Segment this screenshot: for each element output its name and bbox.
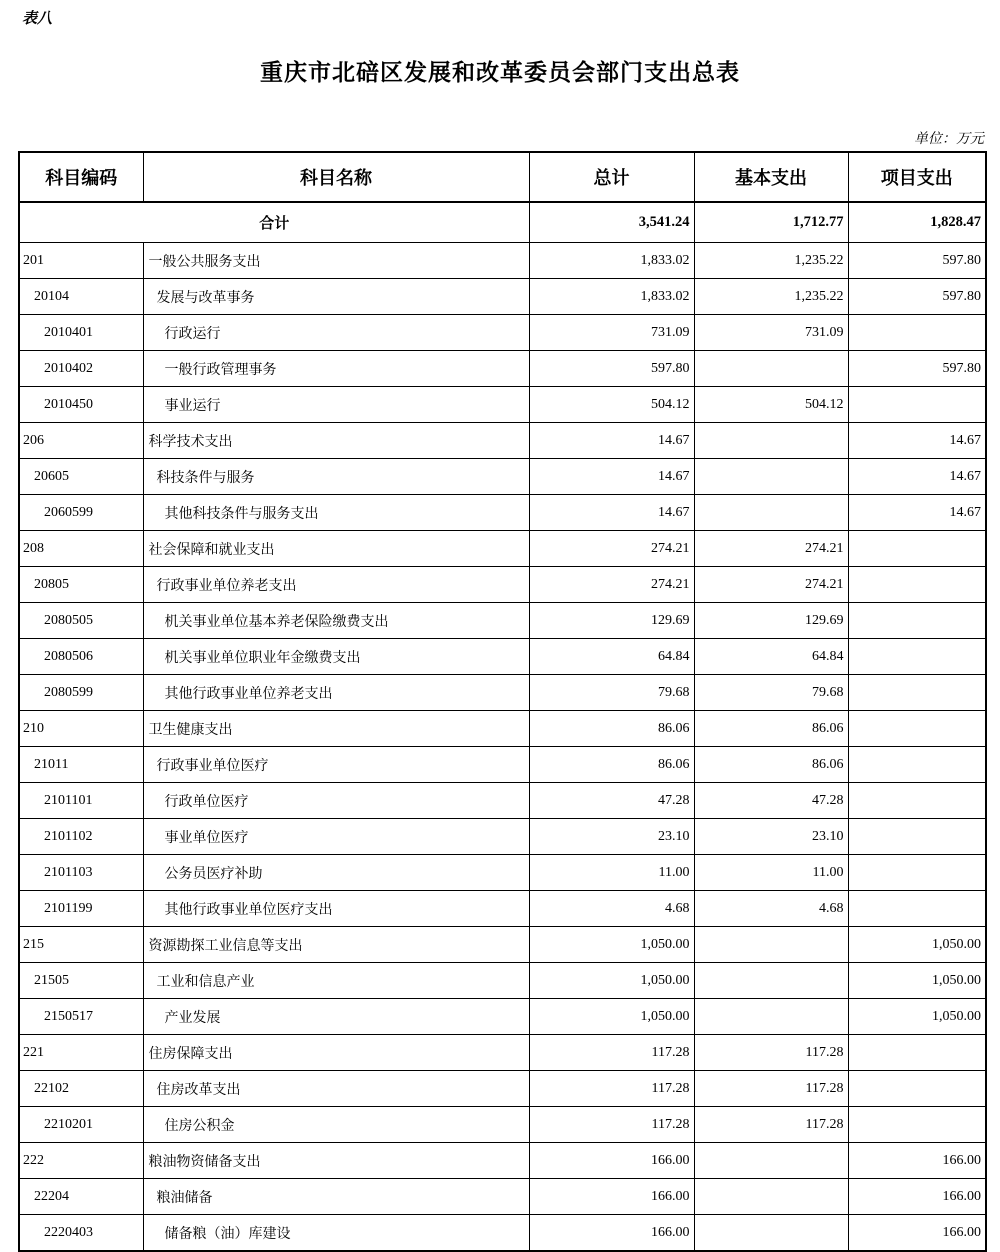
project-expenditure-cell [848,891,986,927]
basic-expenditure-cell: 86.06 [694,711,848,747]
page-title: 重庆市北碚区发展和改革委员会部门支出总表 [260,60,740,85]
total-cell: 129.69 [529,603,694,639]
project-expenditure-cell: 1,050.00 [848,927,986,963]
subject-code-cell: 201 [19,243,143,279]
subject-name-cell: 其他行政事业单位医疗支出 [143,891,529,927]
total-cell: 14.67 [529,423,694,459]
subject-code-cell: 20605 [19,459,143,495]
project-expenditure-cell: 14.67 [848,459,986,495]
subject-code-cell: 2220403 [19,1215,143,1252]
subject-code-cell: 210 [19,711,143,747]
project-expenditure-cell [848,1107,986,1143]
basic-expenditure-cell: 1,235.22 [694,279,848,315]
total-cell: 166.00 [529,1179,694,1215]
subject-code-cell: 2010450 [19,387,143,423]
total-cell: 86.06 [529,711,694,747]
subject-code-cell: 2080505 [19,603,143,639]
subject-name-cell: 科技条件与服务 [143,459,529,495]
table-row [19,1107,986,1143]
basic-expenditure-cell: 1,235.22 [694,243,848,279]
table-row [19,639,986,675]
col-header-project: 项目支出 [848,152,986,202]
total-cell: 14.67 [529,459,694,495]
header-row [19,152,986,202]
basic-expenditure-cell [694,927,848,963]
total-cell: 64.84 [529,639,694,675]
table-number-label: 表八 [22,11,53,27]
table-row [19,531,986,567]
project-expenditure-cell [848,567,986,603]
total-cell: 23.10 [529,819,694,855]
total-cell: 597.80 [529,351,694,387]
basic-expenditure-cell [694,1143,848,1179]
table-row [19,495,986,531]
table-row [19,963,986,999]
table-row [19,675,986,711]
expenditure-table [18,151,987,1252]
total-row [19,202,986,243]
basic-expenditure-cell: 274.21 [694,567,848,603]
total-cell: 47.28 [529,783,694,819]
project-expenditure-cell [848,1071,986,1107]
table-row [19,243,986,279]
project-expenditure-cell [848,747,986,783]
subject-code-cell: 222 [19,1143,143,1179]
project-expenditure-cell: 14.67 [848,495,986,531]
subject-name-cell: 其他科技条件与服务支出 [143,495,529,531]
project-expenditure-cell [848,783,986,819]
project-expenditure-cell [848,387,986,423]
basic-expenditure-cell [694,351,848,387]
project-expenditure-cell [848,819,986,855]
subject-name-cell: 住房保障支出 [143,1035,529,1071]
subject-code-cell: 208 [19,531,143,567]
total-cell: 504.12 [529,387,694,423]
basic-expenditure-cell: 117.28 [694,1071,848,1107]
table-row [19,315,986,351]
subject-name-cell: 储备粮（油）库建设 [143,1215,529,1252]
project-expenditure-cell: 597.80 [848,243,986,279]
basic-expenditure-cell [694,423,848,459]
project-expenditure-cell: 166.00 [848,1179,986,1215]
col-header-basic: 基本支出 [694,152,848,202]
basic-expenditure-cell [694,495,848,531]
basic-expenditure-cell: 64.84 [694,639,848,675]
table-row [19,783,986,819]
subject-name-cell: 机关事业单位基本养老保险缴费支出 [143,603,529,639]
project-expenditure-cell [848,639,986,675]
total-cell: 274.21 [529,567,694,603]
subject-name-cell: 行政单位医疗 [143,783,529,819]
table-row [19,819,986,855]
subject-name-cell: 其他行政事业单位养老支出 [143,675,529,711]
subject-code-cell: 2060599 [19,495,143,531]
total-cell: 4.68 [529,891,694,927]
table-row [19,459,986,495]
project-expenditure-cell: 166.00 [848,1143,986,1179]
col-header-subject-name: 科目名称 [143,152,529,202]
table-row [19,1215,986,1252]
table-row [19,747,986,783]
subject-code-cell: 2150517 [19,999,143,1035]
total-cell: 1,833.02 [529,279,694,315]
total-cell: 86.06 [529,747,694,783]
table-row [19,567,986,603]
project-expenditure-cell [848,711,986,747]
total-label-cell: 合计 [19,202,529,243]
subject-name-cell: 卫生健康支出 [143,711,529,747]
subject-code-cell: 2101103 [19,855,143,891]
basic-expenditure-cell: 47.28 [694,783,848,819]
total-cell: 166.00 [529,1215,694,1252]
project-expenditure-cell [848,603,986,639]
basic-expenditure-cell: 731.09 [694,315,848,351]
total-cell: 117.28 [529,1107,694,1143]
subject-name-cell: 住房改革支出 [143,1071,529,1107]
total-cell: 79.68 [529,675,694,711]
subject-code-cell: 2080506 [19,639,143,675]
basic-expenditure-cell: 4.68 [694,891,848,927]
subject-name-cell: 公务员医疗补助 [143,855,529,891]
subject-name-cell: 行政事业单位养老支出 [143,567,529,603]
basic-expenditure-cell [694,1215,848,1252]
subject-name-cell: 事业运行 [143,387,529,423]
subject-name-cell: 住房公积金 [143,1107,529,1143]
subject-name-cell: 行政运行 [143,315,529,351]
basic-expenditure-cell [694,1179,848,1215]
project-expenditure-cell: 14.67 [848,423,986,459]
subject-code-cell: 22102 [19,1071,143,1107]
basic-expenditure-cell: 11.00 [694,855,848,891]
total-cell: 731.09 [529,315,694,351]
basic-expenditure-cell: 23.10 [694,819,848,855]
total-cell: 274.21 [529,531,694,567]
col-header-total: 总计 [529,152,694,202]
subject-name-cell: 粮油物资储备支出 [143,1143,529,1179]
project-expenditure-cell: 166.00 [848,1215,986,1252]
subject-code-cell: 2010401 [19,315,143,351]
table-row [19,891,986,927]
table-row [19,1071,986,1107]
basic-expenditure-cell [694,963,848,999]
basic-expenditure-cell: 117.28 [694,1107,848,1143]
subject-name-cell: 行政事业单位医疗 [143,747,529,783]
subject-name-cell: 粮油储备 [143,1179,529,1215]
table-row [19,999,986,1035]
subject-name-cell: 机关事业单位职业年金缴费支出 [143,639,529,675]
table-row [19,1035,986,1071]
subject-code-cell: 2101199 [19,891,143,927]
subject-name-cell: 科学技术支出 [143,423,529,459]
subject-code-cell: 21505 [19,963,143,999]
table-row [19,1143,986,1179]
subject-code-cell: 2210201 [19,1107,143,1143]
total-cell: 117.28 [529,1071,694,1107]
project-expenditure-cell [848,855,986,891]
subject-name-cell: 产业发展 [143,999,529,1035]
subject-code-cell: 20104 [19,279,143,315]
basic-expenditure-cell [694,999,848,1035]
unit-note: 单位：万元 [914,132,984,147]
subject-name-cell: 工业和信息产业 [143,963,529,999]
basic-expenditure-cell: 79.68 [694,675,848,711]
basic-expenditure-cell: 274.21 [694,531,848,567]
subject-name-cell: 社会保障和就业支出 [143,531,529,567]
subject-name-cell: 事业单位医疗 [143,819,529,855]
table-row [19,351,986,387]
project-expenditure-cell [848,531,986,567]
basic-sum-cell: 1,712.77 [694,202,848,243]
col-header-subject-code: 科目编码 [19,152,143,202]
subject-code-cell: 2010402 [19,351,143,387]
subject-code-cell: 215 [19,927,143,963]
total-cell: 166.00 [529,1143,694,1179]
subject-code-cell: 22204 [19,1179,143,1215]
project-expenditure-cell: 1,050.00 [848,999,986,1035]
total-cell: 117.28 [529,1035,694,1071]
basic-expenditure-cell: 117.28 [694,1035,848,1071]
basic-expenditure-cell: 86.06 [694,747,848,783]
table-row [19,1179,986,1215]
subject-name-cell: 一般行政管理事务 [143,351,529,387]
table-row [19,603,986,639]
project-expenditure-cell [848,315,986,351]
total-sum-cell: 3,541.24 [529,202,694,243]
total-cell: 1,050.00 [529,963,694,999]
project-sum-cell: 1,828.47 [848,202,986,243]
subject-code-cell: 206 [19,423,143,459]
subject-code-cell: 21011 [19,747,143,783]
total-cell: 14.67 [529,495,694,531]
subject-code-cell: 2080599 [19,675,143,711]
project-expenditure-cell: 597.80 [848,351,986,387]
table-row [19,711,986,747]
subject-code-cell: 20805 [19,567,143,603]
table-row [19,423,986,459]
table-row [19,387,986,423]
table-row [19,927,986,963]
subject-code-cell: 2101101 [19,783,143,819]
project-expenditure-cell [848,1035,986,1071]
project-expenditure-cell: 597.80 [848,279,986,315]
subject-code-cell: 2101102 [19,819,143,855]
basic-expenditure-cell: 129.69 [694,603,848,639]
subject-code-cell: 221 [19,1035,143,1071]
subject-name-cell: 发展与改革事务 [143,279,529,315]
total-cell: 1,833.02 [529,243,694,279]
subject-name-cell: 资源勘探工业信息等支出 [143,927,529,963]
total-cell: 1,050.00 [529,999,694,1035]
total-cell: 1,050.00 [529,927,694,963]
subject-name-cell: 一般公共服务支出 [143,243,529,279]
table-row [19,279,986,315]
project-expenditure-cell [848,675,986,711]
basic-expenditure-cell: 504.12 [694,387,848,423]
basic-expenditure-cell [694,459,848,495]
table-row [19,855,986,891]
project-expenditure-cell: 1,050.00 [848,963,986,999]
total-cell: 11.00 [529,855,694,891]
table-body [19,202,986,1251]
